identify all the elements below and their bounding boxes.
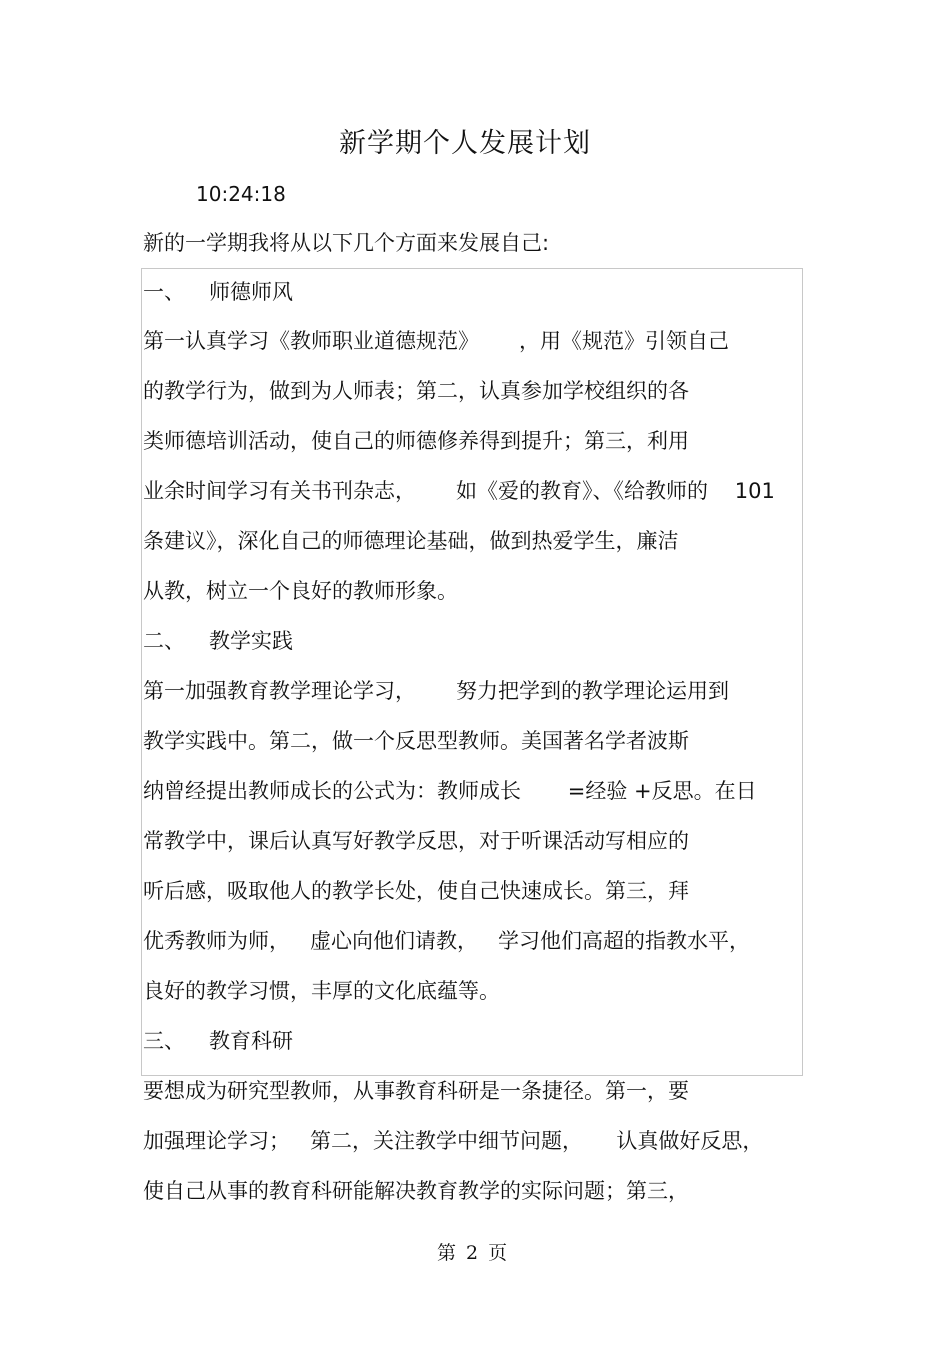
document-title: 新学期个人发展计划: [339, 128, 591, 159]
body-line: 纳曾经提出教师成长的公式为：教师成长 =经验 +反思。在日: [143, 779, 757, 803]
body-line: 听后感，吸取他人的教学长处，使自己快速成长。第三，拜: [143, 879, 689, 903]
body-line: 的教学行为，做到为人师表；第二，认真参加学校组织的各: [143, 379, 689, 403]
section-number: 一、: [143, 280, 185, 304]
body-line: 优秀教师为师， 虚心向他们请教， 学习他们高超的指教水平，: [143, 929, 751, 953]
section-heading: 师德师风: [209, 280, 293, 304]
intro-text: 新的一学期我将从以下几个方面来发展自己:: [143, 231, 550, 255]
footer-suffix: 页: [488, 1242, 508, 1264]
page-number: 2: [466, 1242, 479, 1264]
section-number: 三、: [143, 1029, 185, 1053]
body-line: 从教，树立一个良好的教师形象。: [143, 579, 458, 603]
body-line: 加强理论学习； 第二，关注教学中细节问题， 认真做好反思，: [143, 1129, 764, 1153]
timestamp: 10:24:18: [196, 182, 286, 206]
section-heading: 教学实践: [209, 629, 293, 653]
body-line: 条建议》，深化自己的师德理论基础，做到热爱学生，廉洁: [143, 529, 679, 553]
body-line: 第一认真学习《教师职业道德规范》 ，用《规范》引领自己: [143, 329, 730, 353]
body-line: 业余时间学习有关书刊杂志， 如《爱的教育》、《给教师的 101: [143, 479, 775, 503]
body-line: 类师德培训活动，使自己的师德修养得到提升；第三，利用: [143, 429, 689, 453]
section-heading: 教育科研: [209, 1029, 293, 1053]
body-line: 良好的教学习惯，丰厚的文化底蕴等。: [143, 979, 500, 1003]
body-line: 教学实践中。第二，做一个反思型教师。美国著名学者波斯: [143, 729, 689, 753]
page-footer: [437, 1244, 507, 1263]
body-line: 第一加强教育教学理论学习， 努力把学到的教学理论运用到: [143, 679, 730, 703]
footer-prefix: 第: [437, 1242, 457, 1264]
body-line: 常教学中，课后认真写好教学反思，对于听课活动写相应的: [143, 829, 689, 853]
section-number: 二、: [143, 629, 185, 653]
body-line: 使自己从事的教育科研能解决教育教学的实际问题；第三，: [143, 1179, 689, 1203]
body-line: 要想成为研究型教师，从事教育科研是一条捷径。第一，要: [143, 1079, 689, 1103]
